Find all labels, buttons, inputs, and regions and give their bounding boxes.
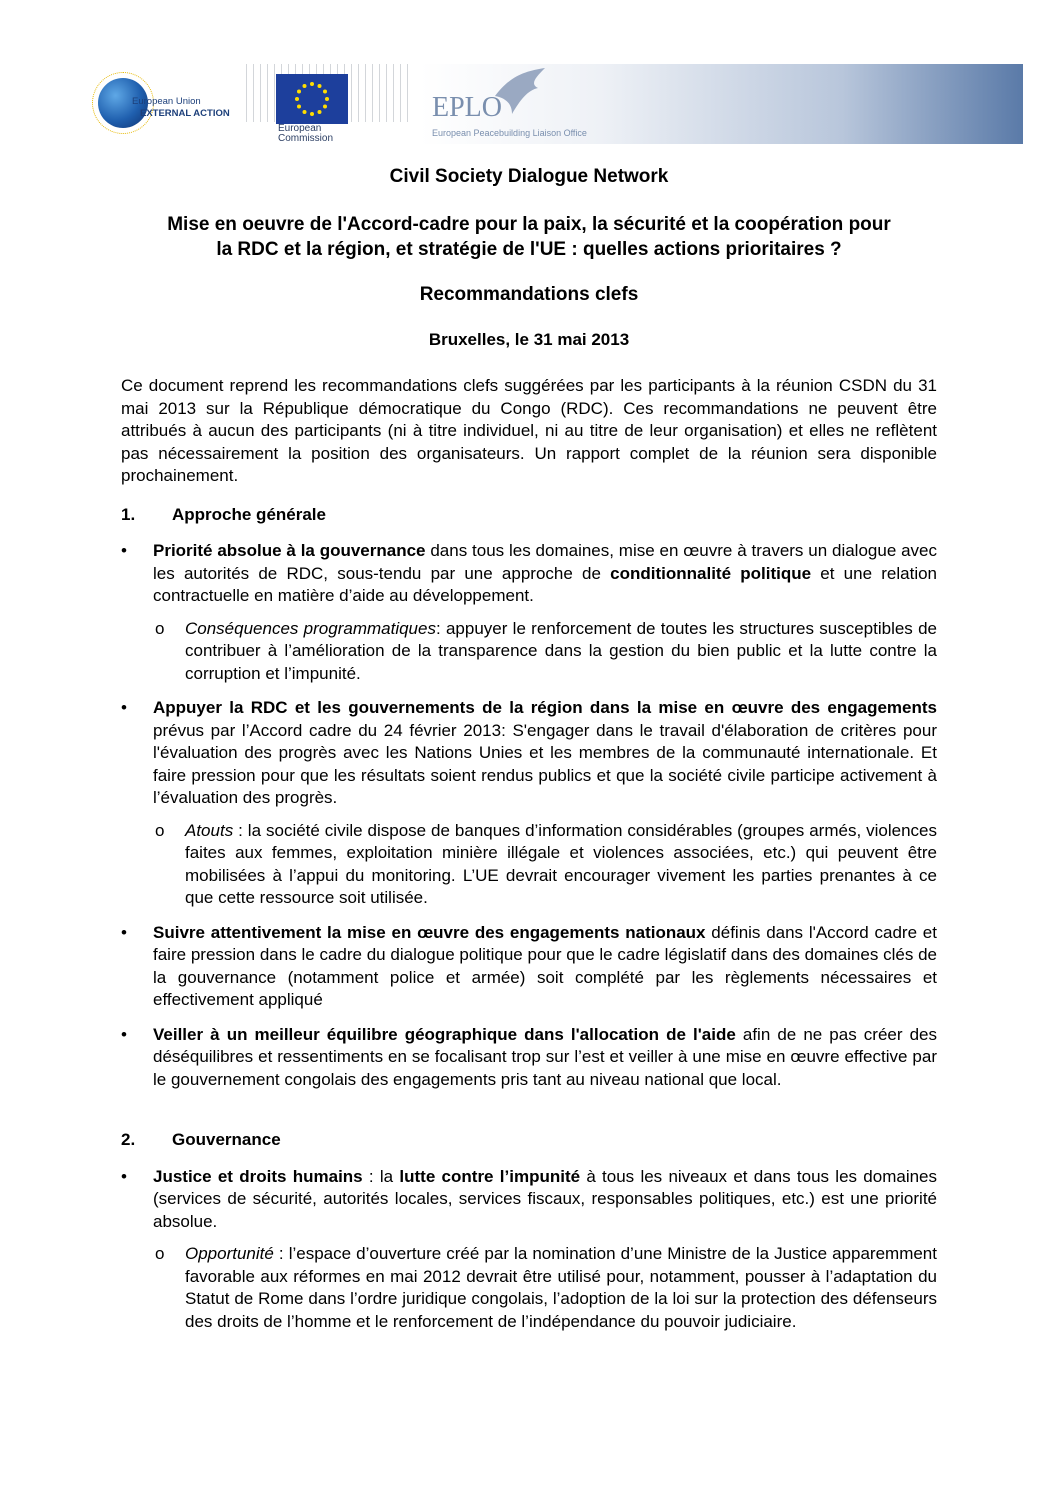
eu-external-label-line1: European Union bbox=[132, 96, 201, 107]
italic-text: Atouts bbox=[185, 820, 234, 840]
sub-list-item-text bbox=[185, 1243, 937, 1333]
eu-flag-icon bbox=[276, 74, 348, 124]
bold-text: Justice et droits humains bbox=[153, 1166, 363, 1186]
body-text: à tous les niveaux et dans tous les domaines (services de sécurité, autorités locales, services fiscaux, responsables politiques, etc.) est une priorité absolue. bbox=[153, 1166, 938, 1231]
section-2-title: Gouvernance bbox=[172, 1130, 281, 1149]
italic-text: Conséquences programmatiques bbox=[185, 618, 436, 638]
body-text: : la bbox=[362, 1166, 400, 1186]
bold-text: lutte contre l’impunité bbox=[399, 1166, 581, 1186]
section-2-heading bbox=[121, 1129, 937, 1152]
document-subtitle: Recommandations clefs bbox=[419, 284, 639, 305]
eplo-logo bbox=[428, 66, 628, 146]
italic-text: Opportunité bbox=[185, 1244, 274, 1263]
body-text: et une relation contractuelle en matière d’aide au développement. bbox=[153, 563, 938, 605]
sub-list-item bbox=[121, 618, 937, 686]
network-title: Civil Society Dialogue Network bbox=[389, 166, 669, 187]
eu-external-action-logo bbox=[96, 70, 236, 146]
document-title-line1: Mise en oeuvre de l'Accord-cadre pour la paix, la sécurité et la coopération pour bbox=[167, 214, 891, 235]
sub-list-item bbox=[121, 820, 937, 910]
header-logos bbox=[0, 58, 1058, 146]
list-item bbox=[121, 1166, 937, 1234]
section-1-number: 1. bbox=[121, 504, 136, 524]
eu-external-label-line2: EXTERNAL ACTION bbox=[140, 108, 230, 119]
list-item-text bbox=[153, 1024, 937, 1092]
european-commission-logo bbox=[238, 64, 410, 146]
bullet-icon: • bbox=[121, 698, 127, 717]
body-text: prévus par l’Accord cadre du 24 février 2013: S'engager dans le travail d'élaboration de critères pour l'évaluation des progrès avec les Nations Unies et les membres de la communauté internationale. Et faire pression pour que les résultats soient rendus publics et que la société civile participe activement à l’évaluation des progrès. bbox=[153, 720, 937, 807]
bullet-icon: • bbox=[121, 541, 127, 560]
document-title bbox=[0, 212, 1058, 262]
list-item-text bbox=[153, 922, 937, 1012]
ec-label-line1: European bbox=[278, 123, 322, 134]
bullet-icon: • bbox=[121, 1024, 127, 1044]
list-item bbox=[121, 697, 937, 810]
bold-text: Appuyer la RDC et les gouvernements de la région dans la mise en œuvre des engagements bbox=[153, 698, 937, 717]
document-date: Bruxelles, le 31 mai 2013 bbox=[428, 330, 630, 349]
list-item-text bbox=[153, 540, 937, 608]
list-item bbox=[121, 540, 937, 608]
intro-paragraph: Ce document reprend les recommandations clefs suggérées par les participants à la réunion CSDN du 31 mai 2013 sur la République démocratique du Congo (RDC). Ces recommandations ne peuvent être attribués à aucun des participants (ni à titre individuel, ni au titre de leur organisation) et elles ne reflètent pas nécessairement la position des organisateurs. Un rapport complet de la réunion sera disponible prochainement. bbox=[121, 376, 937, 485]
section-1-heading bbox=[121, 504, 937, 527]
bold-text: Priorité absolue à la gouvernance bbox=[153, 541, 426, 560]
bold-text: conditionnalité politique bbox=[610, 563, 812, 583]
list-item bbox=[121, 922, 937, 1012]
sub-list-item-text bbox=[185, 820, 937, 910]
body-text: afin de ne pas créer des déséquilibres et ressentiments en se focalisant trop sur l’est et veiller à une mise en œuvre effective par le gouvernement congolais des engagements pris tant au niveau national que local. bbox=[153, 1024, 937, 1089]
sub-list-item-text bbox=[185, 618, 937, 686]
bullet-icon: • bbox=[121, 1166, 127, 1186]
sub-bullet-icon: o bbox=[155, 820, 165, 840]
body-text: dans tous les domaines, mise en œuvre à travers un dialogue avec les autorités de RDC, sous-tendu par une approche de bbox=[153, 541, 938, 583]
list-item-text bbox=[153, 1166, 937, 1234]
eplo-name: EPLO bbox=[432, 92, 502, 123]
bullet-icon: • bbox=[121, 922, 127, 942]
ec-label-line2: Commission bbox=[278, 133, 334, 144]
body-text: : la société civile dispose de banques d’information considérables (groupes armés, violences faites aux femmes, exploitation minière illégale et violences associées, etc.) qui peuvent être mobilisées à l’appui du monitoring. L’UE devrait encourager vivement les parties prenantes à ce que cette ressource soit utilisée. bbox=[185, 820, 937, 907]
document-body bbox=[121, 375, 937, 1345]
eplo-full-name: European Peacebuilding Liaison Office bbox=[432, 128, 587, 138]
document-title-line2: la RDC et la région, et stratégie de l'UE : quelles actions prioritaires ? bbox=[216, 239, 842, 260]
bold-text: Suivre attentivement la mise en œuvre des engagements nationaux bbox=[153, 922, 706, 942]
body-text: : appuyer le renforcement de toutes les structures susceptibles de contribuer à l’amélioration de la transparence dans la gestion du bien public et la lutte contre la corruption et l’impunité. bbox=[185, 618, 937, 683]
section-1-title: Approche générale bbox=[172, 504, 326, 524]
list-item-text bbox=[153, 697, 937, 810]
body-text: définis dans l'Accord cadre et faire pression dans le cadre du dialogue politique pour que le cadre législatif dans des domaines clés de la gouvernance (notamment police et armée) soit complété par les règlements nécessaires et effectivement appliqué bbox=[153, 922, 937, 1009]
section-2-number: 2. bbox=[121, 1130, 136, 1149]
sub-bullet-icon: o bbox=[155, 618, 165, 638]
body-text: : l’espace d’ouverture créé par la nomination d’une Ministre de la Justice apparemment favorable aux réformes en mai 2012 devrait être utilisé pour, notamment, pousser à l’adaptation du Statut de Rome dans l’ordre juridique congolais, l’adoption de la loi sur la protection des défenseurs des droits de l’homme et le renforcement de l’indépendance du pouvoir judiciaire. bbox=[185, 1244, 937, 1331]
sub-bullet-icon: o bbox=[155, 1244, 165, 1263]
bold-text: Veiller à un meilleur équilibre géographique dans l'allocation de l'aide bbox=[153, 1024, 736, 1044]
list-item bbox=[121, 1024, 937, 1092]
sub-list-item bbox=[121, 1243, 937, 1333]
